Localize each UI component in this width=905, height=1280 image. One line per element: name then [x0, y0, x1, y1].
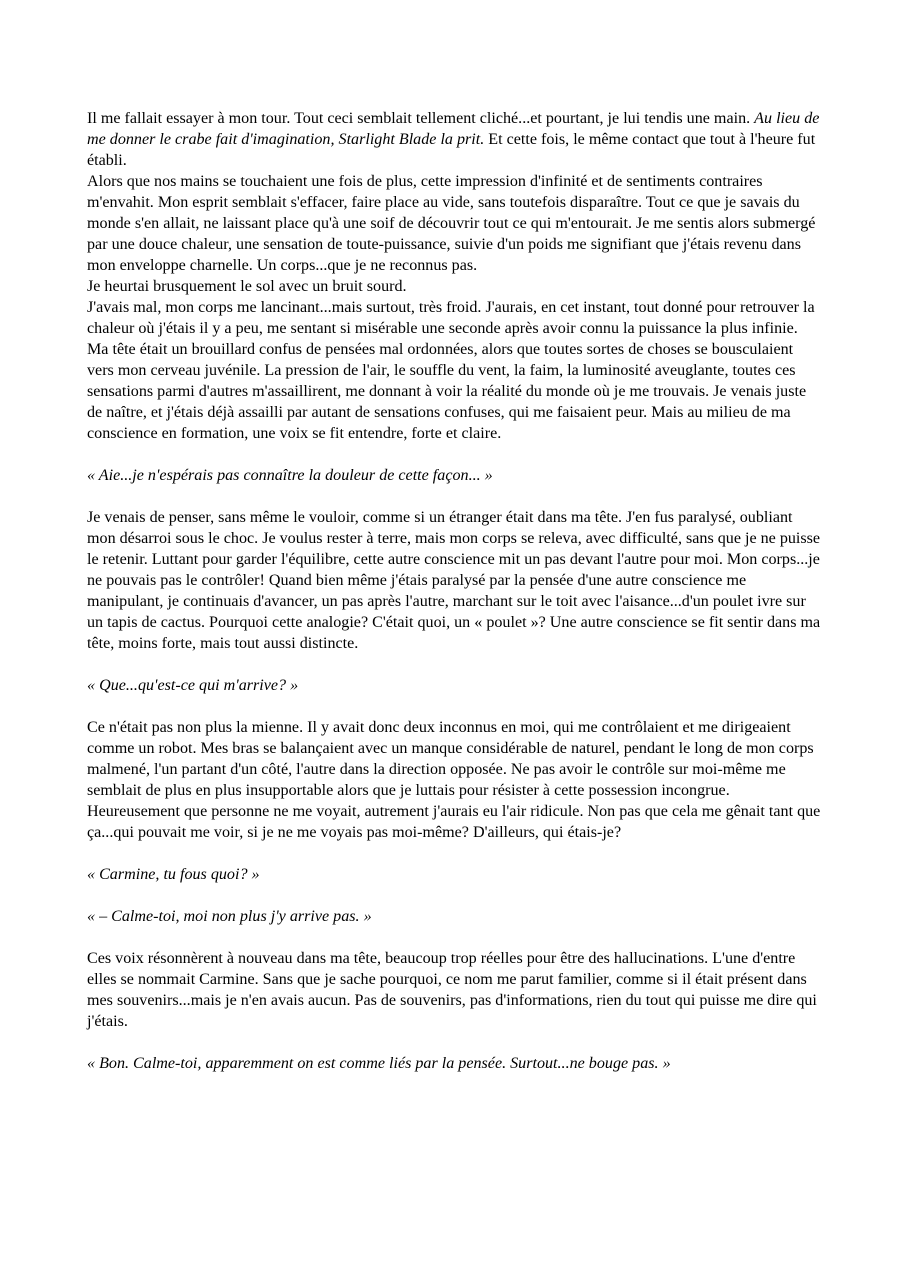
paragraph-1-text-end: Et cette fois, le même contact que tout à l'heure fut établi. — [87, 131, 816, 169]
dialogue-line-5: « Bon. Calme-toi, apparemment on est comme liés par la pensée. Surtout...ne bouge pas. » — [87, 1055, 671, 1072]
paragraph-6: Ce n'était pas non plus la mienne. Il y avait donc deux inconnus en moi, qui me contrôlaient et me dirigeaient comme un robot. Mes bras se balançaient avec un manque considérable de naturel, pendant le long de mon corps malmené, l'un partant d'un côté, l'autre dans la direction opposée. Ne pas avoir le contrôle sur moi-même me semblait de plus en plus insupportable alors que je luttais pour résister à cette possession incongrue. Heureusement que personne ne me voyait, autrement j'aurais eu l'air ridicule. Non pas que cela me gênait tant que ça...qui pouvait me voir, si je ne me voyais pas moi-même? D'ailleurs, qui étais-je? — [87, 719, 821, 841]
dialogue-line-3: « Carmine, tu fous quoi? » — [87, 866, 260, 883]
paragraph-3: Je heurtai brusquement le sol avec un bruit sourd. — [87, 278, 407, 295]
dialogue-line-4: « – Calme-toi, moi non plus j'y arrive pas. » — [87, 908, 372, 925]
paragraph-2: Alors que nos mains se touchaient une fois de plus, cette impression d'infinité et de sentiments contraires m'envahit. Mon esprit semblait s'effacer, faire place au vide, sans toutefois disparaître. Tout ce que je savais du monde s'en allait, ne laissant place qu'à une soif de découvrir tout ce qui m'entourait. Je me sentis alors submergé par une douce chaleur, une sensation de toute-puissance, suivie d'un poids me signifiant que j'étais revenu dans mon enveloppe charnelle. Un corps...que je ne reconnus pas. — [87, 173, 816, 274]
dialogue-line-1: « Aie...je n'espérais pas connaître la douleur de cette façon... » — [87, 467, 493, 484]
paragraph-1-italic-text: Au lieu de me donner le crabe fait d'imagination, Starlight Blade la prit. — [87, 110, 820, 148]
paragraph-5: Je venais de penser, sans même le vouloir, comme si un étranger était dans ma tête. J'en fus paralysé, oubliant mon désarroi sous le choc. Je voulus rester à terre, mais mon corps se releva, avec difficulté, sans que je ne puisse le retenir. Luttant pour garder l'équilibre, cette autre conscience mit un pas devant l'autre pour moi. Mon corps...je ne pouvais pas le contrôler! Quand bien même j'étais paralysé par la pensée d'une autre conscience me manipulant, je continuais d'avancer, un pas après l'autre, marchant sur le toit avec l'aisance...d'un poulet ivre sur un tapis de cactus. Pourquoi cette analogie? C'était quoi, un « poulet »? Une autre conscience se fit sentir dans ma tête, moins forte, mais tout aussi distincte. — [87, 509, 821, 652]
document-page — [87, 108, 822, 1074]
paragraph-1-text: Il me fallait essayer à mon tour. Tout ceci semblait tellement cliché...et pourtant, je lui tendis une main. — [87, 110, 755, 127]
paragraph-4: J'avais mal, mon corps me lancinant...mais surtout, très froid. J'aurais, en cet instant, tout donné pour retrouver la chaleur où j'étais il y a peu, me sentant si misérable une seconde après avoir connu la puissance la plus infinie. Ma tête était un brouillard confus de pensées mal ordonnées, alors que toutes sortes de choses se bousculaient vers mon cerveau juvénile. La pression de l'air, le souffle du vent, la faim, la luminosité aveuglante, toutes ces sensations parmi d'autres m'assaillirent, me donnant à voir la réalité du monde où je me trouvais. Je venais juste de naître, et j'étais déjà assailli par autant de sensations confuses, qui me faisaient peur. Mais au milieu de ma conscience en formation, une voix se fit entendre, forte et claire. — [87, 299, 815, 442]
dialogue-line-2: « Que...qu'est-ce qui m'arrive? » — [87, 677, 299, 694]
paragraph-7: Ces voix résonnèrent à nouveau dans ma tête, beaucoup trop réelles pour être des hallucinations. L'une d'entre elles se nommait Carmine. Sans que je sache pourquoi, ce nom me parut familier, comme si il était présent dans mes souvenirs...mais je n'en avais aucun. Pas de souvenirs, pas d'informations, rien du tout qui puisse me dire qui j'étais. — [87, 950, 817, 1030]
paragraph-1 — [87, 108, 822, 171]
